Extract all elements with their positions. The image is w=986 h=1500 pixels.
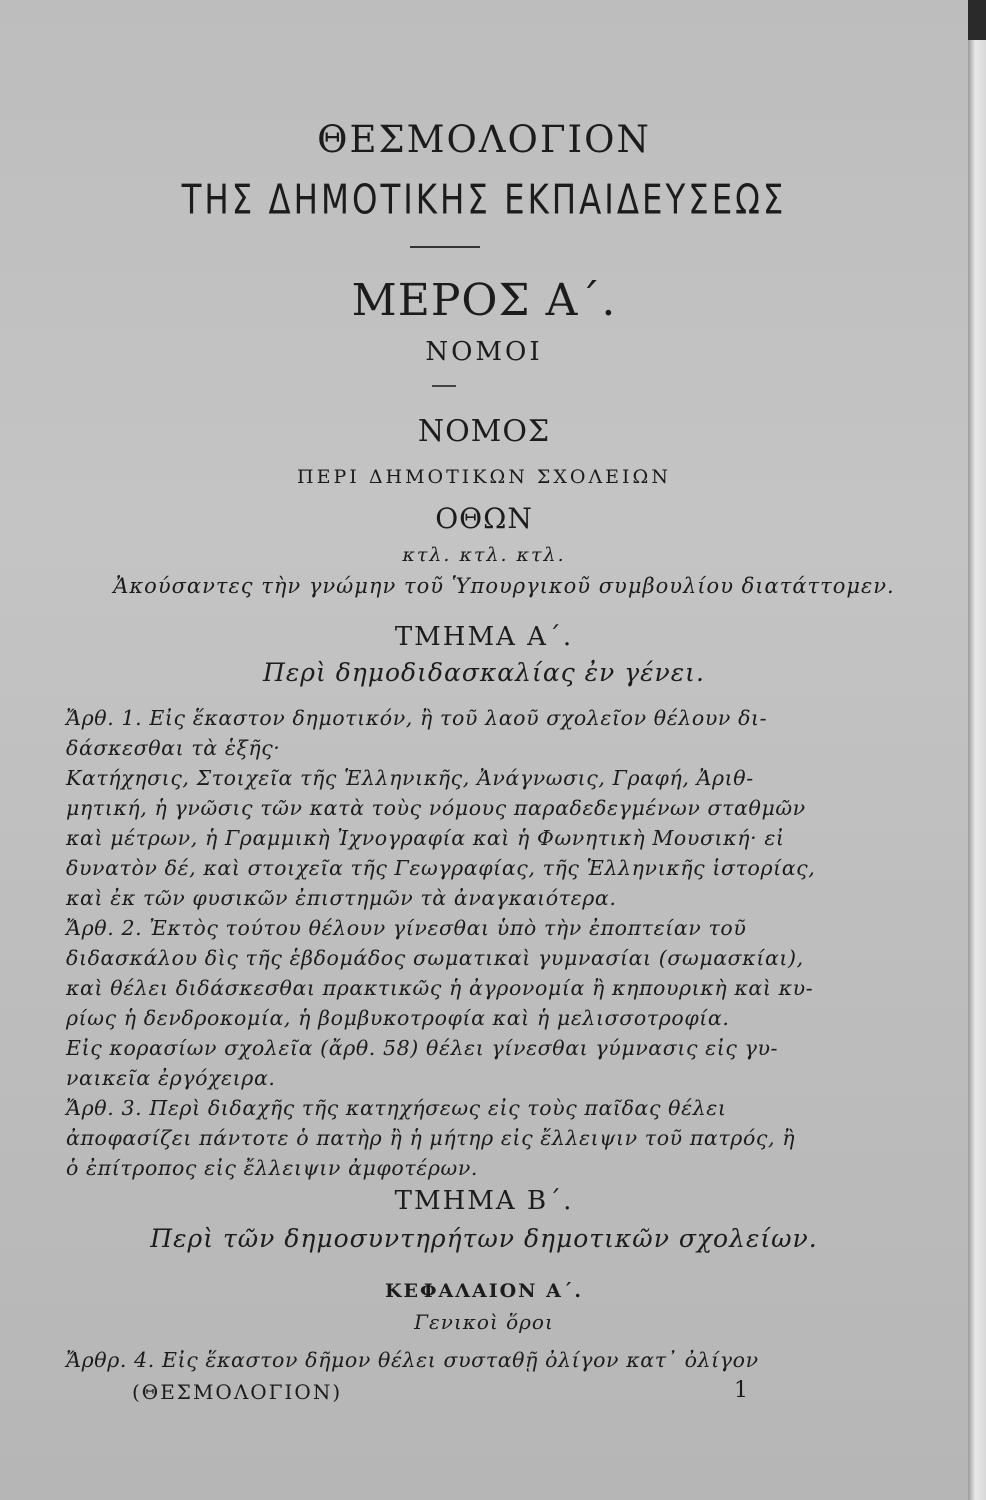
text-line: Ἄρθ. 2. Ἐκτὸς τούτου θέλουν γίνεσθαι ὑπὸ τὴν ἐποπτείαν τοῦ	[66, 916, 747, 940]
page-edge	[968, 0, 986, 1500]
section-heading-1: ΤΜΗΜΑ Α΄.	[394, 622, 574, 652]
title-divider	[410, 246, 480, 248]
etc-line: κτλ. κτλ. κτλ.	[402, 544, 566, 566]
law-subject: ΠΕΡΙ ΔΗΜΟΤΙΚΩΝ ΣΧΟΛΕΙΩΝ	[297, 466, 671, 488]
book-title: ΘΕΣΜΟΛΟΓΙΟΝ	[317, 118, 651, 161]
footer-book-title: (ΘΕΣΜΟΛΟΓΙΟΝ)	[132, 1380, 343, 1404]
text-line: ἀποφασίζει πάντοτε ὁ πατὴρ ἢ ἡ μήτηρ εἰς ἔλλειψιν τοῦ πατρός, ἢ	[66, 1126, 796, 1150]
chapter-heading: ΚΕΦΑΛΑΙΟΝ Α΄.	[384, 1280, 584, 1302]
page-corner	[968, 0, 986, 40]
section-2-body	[66, 1345, 806, 1375]
text-line: δάσκεσθαι τὰ ἑξῆς·	[66, 736, 281, 760]
section-subheading-2: Περὶ τῶν δημοσυντηρήτων δημοτικῶν σχολείων.	[150, 1224, 818, 1253]
text-line: καὶ θέλει διδάσκεσθαι πρακτικῶς ἡ ἀγρονομία ἢ κηπουρικὴ καὶ κυ-	[66, 976, 814, 1000]
text-line: Κατήχησις, Στοιχεῖα τῆς Ἑλληνικῆς, Ἀνάγνωσις, Γραφή, Ἀριθ-	[66, 766, 754, 790]
text-line: ναικεῖα ἐργόχειρα.	[66, 1066, 276, 1090]
book-subtitle: ΤΗΣ ΔΗΜΟΤΙΚΗΣ ΕΚΠΑΙΔΕΥΣΕΩΣ	[181, 176, 787, 225]
part-heading: ΜΕΡΟΣ Α΄.	[351, 275, 617, 326]
preamble: Ἀκούσαντες τὴν γνώμην τοῦ Ὑπουργικοῦ συμβουλίου διατάττομεν.	[113, 574, 895, 598]
text-line: διδασκάλου δὶς τῆς ἑβδομάδος σωματικαὶ γυμνασίαι (σωμασκίαι),	[66, 946, 804, 970]
text-line: μητική, ἡ γνῶσις τῶν κατὰ τοὺς νόμους παραδεδεγμένων σταθμῶν	[66, 796, 806, 820]
text-line: Ἄρθρ. 4. Εἰς ἕκαστον δῆμον θέλει συσταθῇ ὀλίγον κατ᾽ ὀλίγον	[66, 1348, 759, 1372]
text-line: καὶ μέτρων, ἡ Γραμμικὴ Ἰχνογραφία καὶ ἡ Φωνητικὴ Μουσική· εἰ	[66, 826, 785, 850]
text-line: Ἄρθ. 3. Περὶ διδαχῆς τῆς κατηχήσεως εἰς τοὺς παῖδας θέλει	[66, 1096, 727, 1120]
part-divider	[432, 385, 456, 387]
text-line: Ἄρθ. 1. Εἰς ἕκαστον δημοτικόν, ἢ τοῦ λαοῦ σχολεῖον θέλουν δι-	[66, 706, 768, 730]
footer-signature: 1	[734, 1378, 748, 1403]
text-line: καὶ ἐκ τῶν φυσικῶν ἐπιστημῶν τὰ ἀναγκαιότερα.	[66, 886, 617, 910]
text-line: ὁ ἐπίτροπος εἰς ἔλλειψιν ἀμφοτέρων.	[66, 1156, 479, 1180]
part-subtitle: ΝΟΜΟΙ	[425, 337, 543, 367]
section-subheading-1: Περὶ δημοδιδασκαλίας ἐν γένει.	[263, 658, 705, 687]
text-line: Εἰς κορασίων σχολεῖα (ἄρθ. 58) θέλει γίνεσθαι γύμνασις εἰς γυ-	[66, 1036, 779, 1060]
section-heading-2: ΤΜΗΜΑ Β΄.	[394, 1186, 574, 1216]
king-name: ΟΘΩΝ	[435, 502, 533, 535]
text-line: ρίως ἡ δενδροκομία, ἡ βομβυκοτροφία καὶ ἡ μελισσοτροφία.	[66, 1006, 730, 1030]
section-1-body	[66, 703, 816, 1183]
law-label: ΝΟΜΟΣ	[417, 414, 551, 449]
chapter-title: Γενικοὶ ὅροι	[414, 1310, 554, 1334]
text-line: δυνατὸν δέ, καὶ στοιχεῖα τῆς Γεωγραφίας, τῆς Ἑλληνικῆς ἱστορίας,	[66, 856, 816, 880]
